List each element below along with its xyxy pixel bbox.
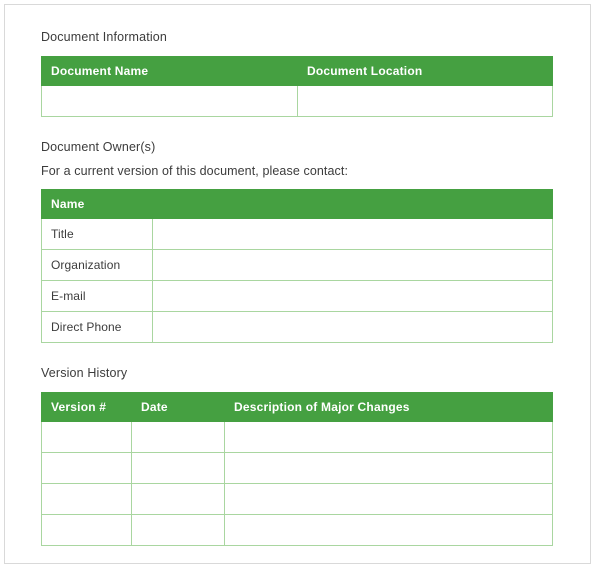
cell-date[interactable] (132, 453, 225, 484)
cell-version-number[interactable] (42, 422, 132, 453)
table-row (42, 515, 553, 546)
cell-date[interactable] (132, 422, 225, 453)
table-row (42, 219, 553, 250)
cell-description[interactable] (225, 515, 553, 546)
cell-document-name-value[interactable] (42, 86, 298, 117)
document-owners-instruction-text: For a current version of this document, please contact: (41, 164, 349, 178)
cell-version-number[interactable] (42, 453, 132, 484)
row-label-direct-phone: Direct Phone (42, 312, 153, 343)
column-header-date: Date (132, 393, 225, 422)
table-row (42, 484, 553, 515)
cell-description[interactable] (225, 484, 553, 515)
cell-date[interactable] (132, 484, 225, 515)
document-content (41, 30, 552, 546)
column-header-document-name: Document Name (42, 57, 298, 86)
row-label-organization: Organization (42, 250, 153, 281)
table-row (42, 250, 553, 281)
column-header-document-location: Document Location (298, 57, 553, 86)
column-header-description-of-major-changes: Description of Major Changes (225, 393, 553, 422)
cell-description[interactable] (225, 453, 553, 484)
section-heading-document-information: Document Information (41, 30, 167, 44)
table-row (42, 86, 553, 117)
cell-document-location-value[interactable] (298, 86, 553, 117)
section-heading-version-history: Version History (41, 366, 128, 380)
spacer (41, 179, 552, 189)
table-row (42, 453, 553, 484)
spacer (41, 381, 552, 392)
table-header-row (42, 393, 553, 422)
column-header-name: Name (42, 190, 553, 219)
spacer (41, 117, 552, 140)
spacer (41, 343, 552, 366)
table-row (42, 312, 553, 343)
cell-version-number[interactable] (42, 484, 132, 515)
cell-email-value[interactable] (153, 281, 553, 312)
version-history-table (41, 392, 553, 546)
row-label-title: Title (42, 219, 153, 250)
document-owners-table (41, 189, 553, 343)
cell-title-value[interactable] (153, 219, 553, 250)
table-header-row (42, 57, 553, 86)
section-heading-document-owners: Document Owner(s) (41, 140, 156, 154)
table-header-row (42, 190, 553, 219)
cell-description[interactable] (225, 422, 553, 453)
table-row (42, 281, 553, 312)
spacer (41, 155, 552, 164)
spacer (41, 45, 552, 56)
cell-version-number[interactable] (42, 515, 132, 546)
row-label-email: E-mail (42, 281, 153, 312)
cell-direct-phone-value[interactable] (153, 312, 553, 343)
document-information-table (41, 56, 553, 117)
cell-date[interactable] (132, 515, 225, 546)
column-header-version-number: Version # (42, 393, 132, 422)
cell-organization-value[interactable] (153, 250, 553, 281)
table-row (42, 422, 553, 453)
